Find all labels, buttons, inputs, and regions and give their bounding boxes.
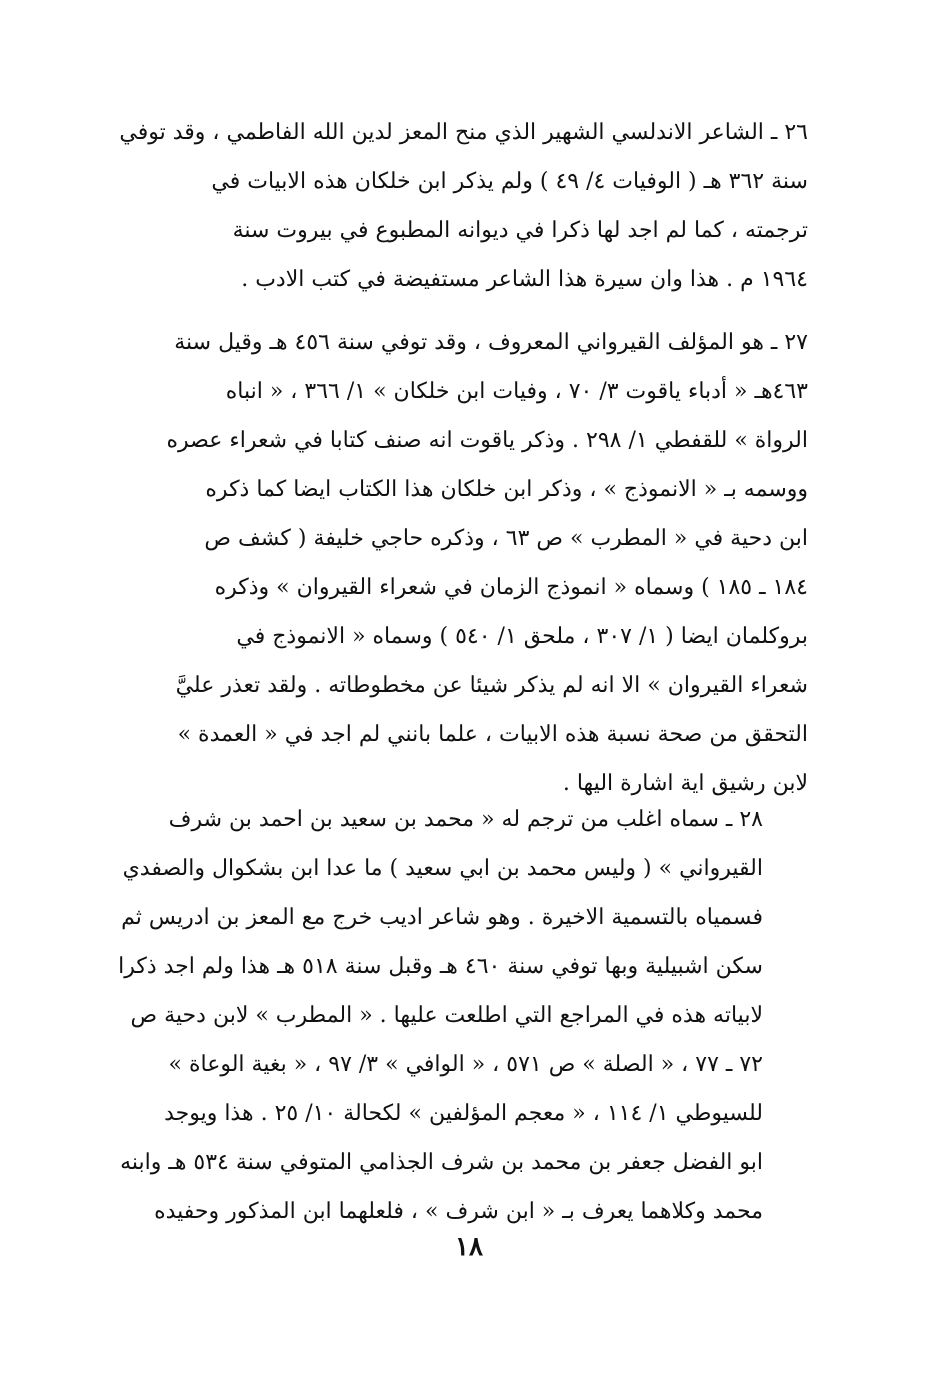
footnote-line: سنة ٣٦٢ هـ ( الوفيات ٤/ ٤٩ ) ولم يذكر ابن خلكان هذه الابيات في <box>211 169 808 194</box>
footnote-line: ابن دحية في « المطرب » ص ٦٣ ، وذكره حاجي خليفة ( كشف ص <box>204 526 808 551</box>
footnote-line: فسمياه بالتسمية الاخيرة . وهو شاعر اديب خرج مع المعز بن ادريس ثم <box>121 905 763 930</box>
footnote-28 <box>118 795 763 1236</box>
footnote-line: سكن اشبيلية وبها توفي سنة ٤٦٠ هـ وقبل سنة ٥١٨ هـ هذا ولم اجد ذكرا <box>118 954 763 979</box>
page-number: ١٨ <box>455 1232 483 1262</box>
footnote-line: ١٨٤ ـ ١٨٥ ) وسماه « انموذج الزمان في شعراء القيروان » وذكره <box>214 575 808 600</box>
footnote-line: ابو الفضل جعفر بن محمد بن شرف الجذامي المتوفي سنة ٥٣٤ هـ وابنه <box>120 1150 763 1175</box>
footnote-line: التحقق من صحة نسبة هذه الابيات ، علما بانني لم اجد في « العمدة » <box>177 722 808 747</box>
footnote-line: ٢٨ ـ سماه اغلب من ترجم له « محمد بن سعيد بن احمد بن شرف <box>168 807 763 832</box>
footnote-line: ووسمه بـ « الانموذج » ، وذكر ابن خلكان هذا الكتاب ايضا كما ذكره <box>205 477 808 502</box>
footnote-line: للسيوطي ١/ ١١٤ ، « معجم المؤلفين » لكحالة ١٠/ ٢٥ . هذا ويوجد <box>164 1101 763 1126</box>
footnote-line: الرواة » للقفطي ١/ ٢٩٨ . وذكر ياقوت انه صنف كتابا في شعراء عصره <box>166 428 808 453</box>
footnote-line: شعراء القيروان » الا انه لم يذكر شيئا عن مخطوطاته . ولقد تعذر عليَّ <box>175 673 808 698</box>
footnote-26 <box>119 108 808 304</box>
footnote-line: القيرواني » ( وليس محمد بن ابي سعيد ) ما عدا ابن بشكوال والصفدي <box>122 856 763 881</box>
footnote-line: محمد وكلاهما يعرف بـ « ابن شرف » ، فلعلهما ابن المذكور وحفيده <box>154 1199 763 1224</box>
footnote-line: ٧٢ ـ ٧٧ ، « الصلة » ص ٥٧١ ، « الوافي » ٣/ ٩٧ ، « بغية الوعاة » <box>168 1052 763 1077</box>
footnote-line: ٤٦٣هـ « أدباء ياقوت ٣/ ٧٠ ، وفيات ابن خلكان » ١/ ٣٦٦ ، « انباه <box>225 379 808 404</box>
footnote-line: لابن رشيق اية اشارة اليها . <box>562 771 808 796</box>
footnote-line: ترجمته ، كما لم اجد لها ذكرا في ديوانه المطبوع في بيروت سنة <box>232 218 808 243</box>
footnote-line: ١٩٦٤ م . هذا وان سيرة هذا الشاعر مستفيضة في كتب الادب . <box>241 267 808 292</box>
footnote-line: لابياته هذه في المراجع التي اطلعت عليها . « المطرب » لابن دحية ص <box>130 1003 763 1028</box>
footnote-27 <box>130 318 808 808</box>
footnote-line: بروكلمان ايضا ( ١/ ٣٠٧ ، ملحق ١/ ٥٤٠ ) وسماه « الانموذج في <box>236 624 808 649</box>
footnote-line: ٢٧ ـ هو المؤلف القيرواني المعروف ، وقد توفي سنة ٤٥٦ هـ وقيل سنة <box>174 330 808 355</box>
footnote-line: ٢٦ ـ الشاعر الاندلسي الشهير الذي منح المعز لدين الله الفاطمي ، وقد توفي <box>119 120 808 145</box>
